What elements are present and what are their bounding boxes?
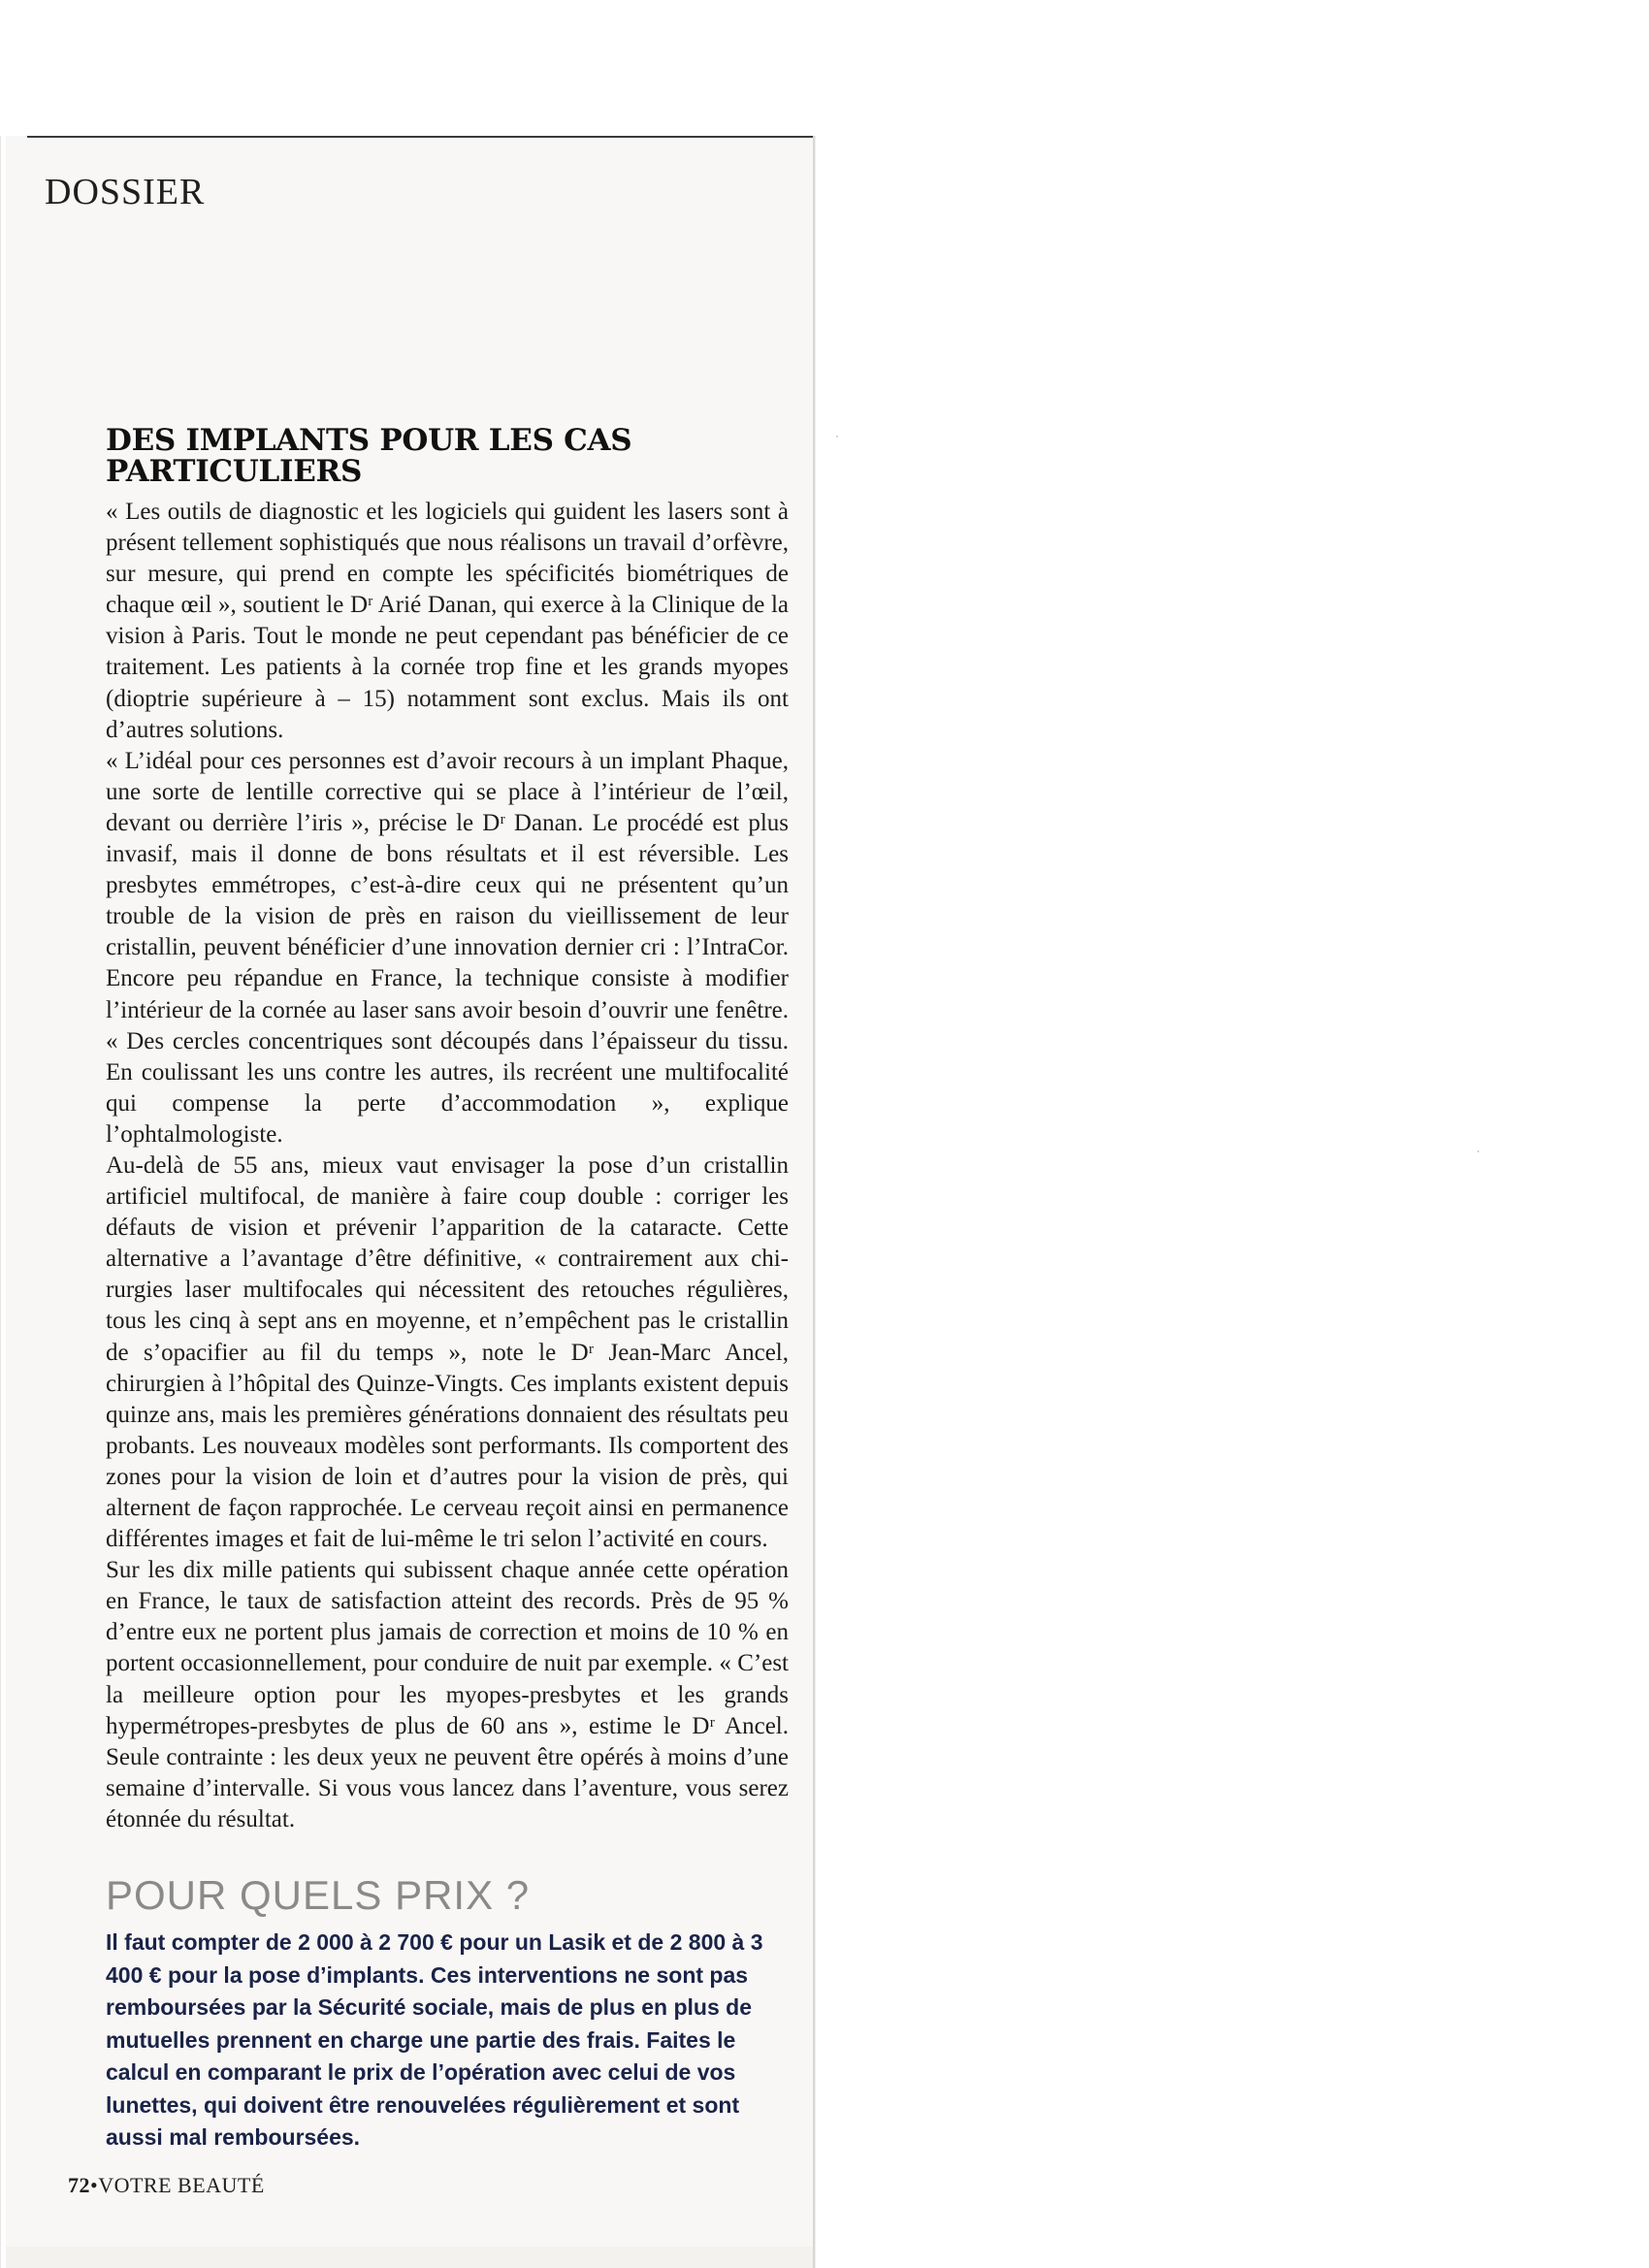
article-paragraph: « Les outils de diagnostic et les logiciels qui guident les lasers sont à présent tellement sophistiqués que nous réalisons un travail d’orfèvre, sur mesure, qui prend en compte les spécificités biométriques de chaque œil », soutient le Dʳ Arié Danan, qui exerce à la Clinique de la vision à Paris. Tout le monde ne peut cependant pas bénéficier de ce traitement. Les patients à la cornée trop fine et les grands myopes (dioptrie supérieure à – 15) notamment sont exclus. Mais ils ont d’autres solutions. [106, 499, 789, 743]
article-body [106, 497, 789, 1835]
section-label: DOSSIER [45, 172, 206, 212]
prices-heading: POUR QUELS PRIX ? [106, 1872, 531, 1918]
top-rule [27, 136, 813, 138]
prices-text: Il faut compter de 2 000 à 2 700 € pour un Lasik et de 2 800 à 3 400 € pour la pose d’implants. Ces interventions ne sont pas remboursées par la Sécurité sociale, mais de plus en plus de mutuelles prennent en charge une partie des frais. Faites le calcul en comparant le prix de l’opération avec celui de vos lunettes, qui doivent être renouvelées régulièrement et sont aussi mal remboursées. [106, 1929, 763, 2150]
article-headline: DES IMPLANTS POUR LES CAS PARTICULIERS [106, 423, 632, 489]
article-paragraph: Sur les dix mille patients qui subissent chaque année cette opération en France, le taux de satisfaction atteint des records. Près de 95 % d’entre eux ne portent plus jamais de correction et moins de 10 % en portent occasionnellement, pour conduire de nuit par exemple. « C’est la meilleure option pour les myopes-presbytes et les grands hypermétropes-presbytes de plus de 60 ans », estime le Dʳ Ancel. Seule contrainte : les deux yeux ne peuvent être opérés à moins d’une semaine d’intervalle. Si vous vous lancez dans l’aventure, vous serez étonnée du résultat. [106, 1557, 789, 1832]
article-paragraph: « L’idéal pour ces personnes est d’avoir recours à un implant Phaque, une sorte de lentille corrective qui se place à l’intérieur de l’œil, devant ou derrière l’iris », précise le Dʳ Danan. Le procédé est plus invasif, mais il donne de bons résultats et il est réversible. Les presbytes emmétropes, c’est-à-dire ceux qui ne présentent qu’un trouble de la vision de près en raison du vieillissement de leur cristallin, peuvent bénéficier d’une innovation dernier cri : l’IntraCor. Encore peu répandue en France, la technique consiste à modifier l’intérieur de la cornée au laser sans avoir besoin d’ouvrir une fenêtre. « Des cercles concentriques sont découpés dans l’épaisseur du tissu. En coulissant les uns contre les autres, ils recréent une multifocalité qui compense la perte d’accommodation », explique l’ophtalmologiste. [106, 747, 789, 1148]
scan-edge [0, 136, 1, 2268]
magazine-name: VOTRE BEAUTÉ [98, 2173, 265, 2197]
article-paragraph: Au-delà de 55 ans, mieux vaut envisager la pose d’un cristallin artificiel multifocal, de manière à faire coup double : corriger les défauts de vision et prévenir l’apparition de la cataracte. Cette alternative a l’avantage d’être définitive, « contrairement aux chirurgies laser multifocales qui nécessitent des retouches régulières, tous les cinq à sept ans en moyenne, et n’empêchent pas le cristallin de s’opacifier au fil du temps », note le Dʳ Jean-Marc Ancel, chirurgien à l’hôpital des Quinze-Vingts. Ces implants existent depuis quinze ans, mais les premières générations donnaient des résultats peu probants. Les nouveaux modèles sont performants. Ils comportent des zones pour la vision de loin et d’autres pour la vision de près, qui alternent de façon rapprochée. Le cerveau reçoit ainsi en permanence différentes images et fait de lui-même le tri selon l’activité en cours. [106, 1151, 789, 1553]
page-bottom-edge [6, 2247, 813, 2268]
scan-speck [836, 436, 838, 437]
page-footer [68, 2173, 265, 2198]
scan-speck [1477, 1150, 1479, 1152]
page-number: 72 [68, 2173, 90, 2197]
magazine-page [6, 136, 815, 2268]
footer-separator: • [90, 2173, 99, 2197]
